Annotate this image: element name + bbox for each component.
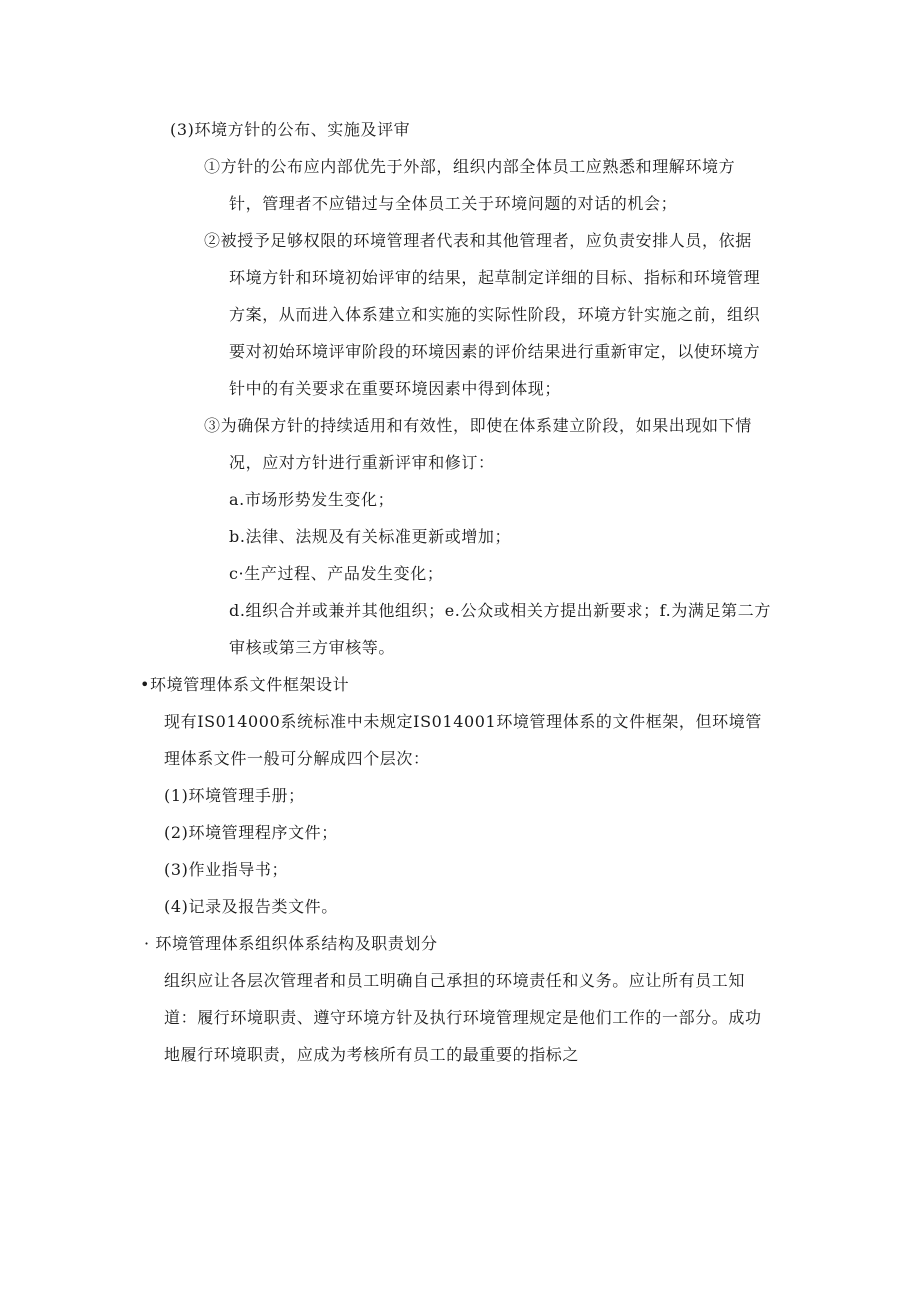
item1-line2: 针，管理者不应错过与全体员工关于环境问题的对话的机会； [229, 194, 678, 213]
item2-line1: ②被授予足够权限的环境管理者代表和其他管理者，应负责安排人员，依据 [204, 231, 752, 250]
framework-level-1: (1)环境管理手册； [164, 786, 305, 805]
item3-line1: ③为确保方针的持续适用和有效性，即使在体系建立阶段，如果出现如下情 [204, 416, 752, 435]
item3-sub-c: c·生产过程、产品发生变化； [229, 564, 444, 583]
item2-line3: 方案，从而进入体系建立和实施的实际性阶段，环境方针实施之前，组织 [229, 305, 761, 324]
item1-line1: ①方针的公布应内部优先于外部，组织内部全体员工应熟悉和理解环境方 [204, 157, 736, 176]
item3-sub-a: a.市场形势发生变化； [229, 490, 395, 509]
framework-para-line1: 现有IS014000系统标准中未规定IS014001环境管理体系的文件框架，但环境管 [164, 712, 762, 731]
organization-para-line3: 地履行环境职责，应成为考核所有员工的最重要的指标之 [164, 1045, 580, 1064]
framework-heading: •环境管理体系文件框架设计 [140, 675, 350, 694]
item2-line4: 要对初始环境评审阶段的环境因素的评价结果进行重新审定，以使环境方 [229, 342, 761, 361]
section3-heading: (3)环境方针的公布、实施及评审 [170, 120, 411, 139]
item3-sub-d-line2: 审核或第三方审核等。 [229, 638, 396, 657]
item2-line5: 针中的有关要求在重要环境因素中得到体现； [229, 379, 562, 398]
item3-sub-b: b.法律、法规及有关标准更新或增加； [229, 527, 512, 546]
framework-level-2: (2)环境管理程序文件； [164, 823, 338, 842]
item3-sub-d-line1: d.组织合并或兼并其他组织；e.公众或相关方提出新要求；f.为满足第二方 [229, 601, 771, 620]
organization-heading: · 环境管理体系组织体系结构及职责划分 [144, 934, 438, 953]
framework-level-4: (4)记录及报告类文件。 [164, 897, 338, 916]
item2-line2: 环境方针和环境初始评审的结果，起草制定详细的目标、指标和环境管理 [229, 268, 761, 287]
item3-line2: 况，应对方针进行重新评审和修订： [229, 453, 495, 472]
organization-para-line1: 组织应让各层次管理者和员工明确自己承担的环境责任和义务。应让所有员工知 [164, 971, 746, 990]
framework-level-3: (3)作业指导书； [164, 860, 289, 879]
organization-para-line2: 道：履行环境职责、遵守环境方针及执行环境管理规定是他们工作的一部分。成功 [164, 1008, 762, 1027]
framework-para-line2: 理体系文件一般可分解成四个层次： [164, 749, 430, 768]
